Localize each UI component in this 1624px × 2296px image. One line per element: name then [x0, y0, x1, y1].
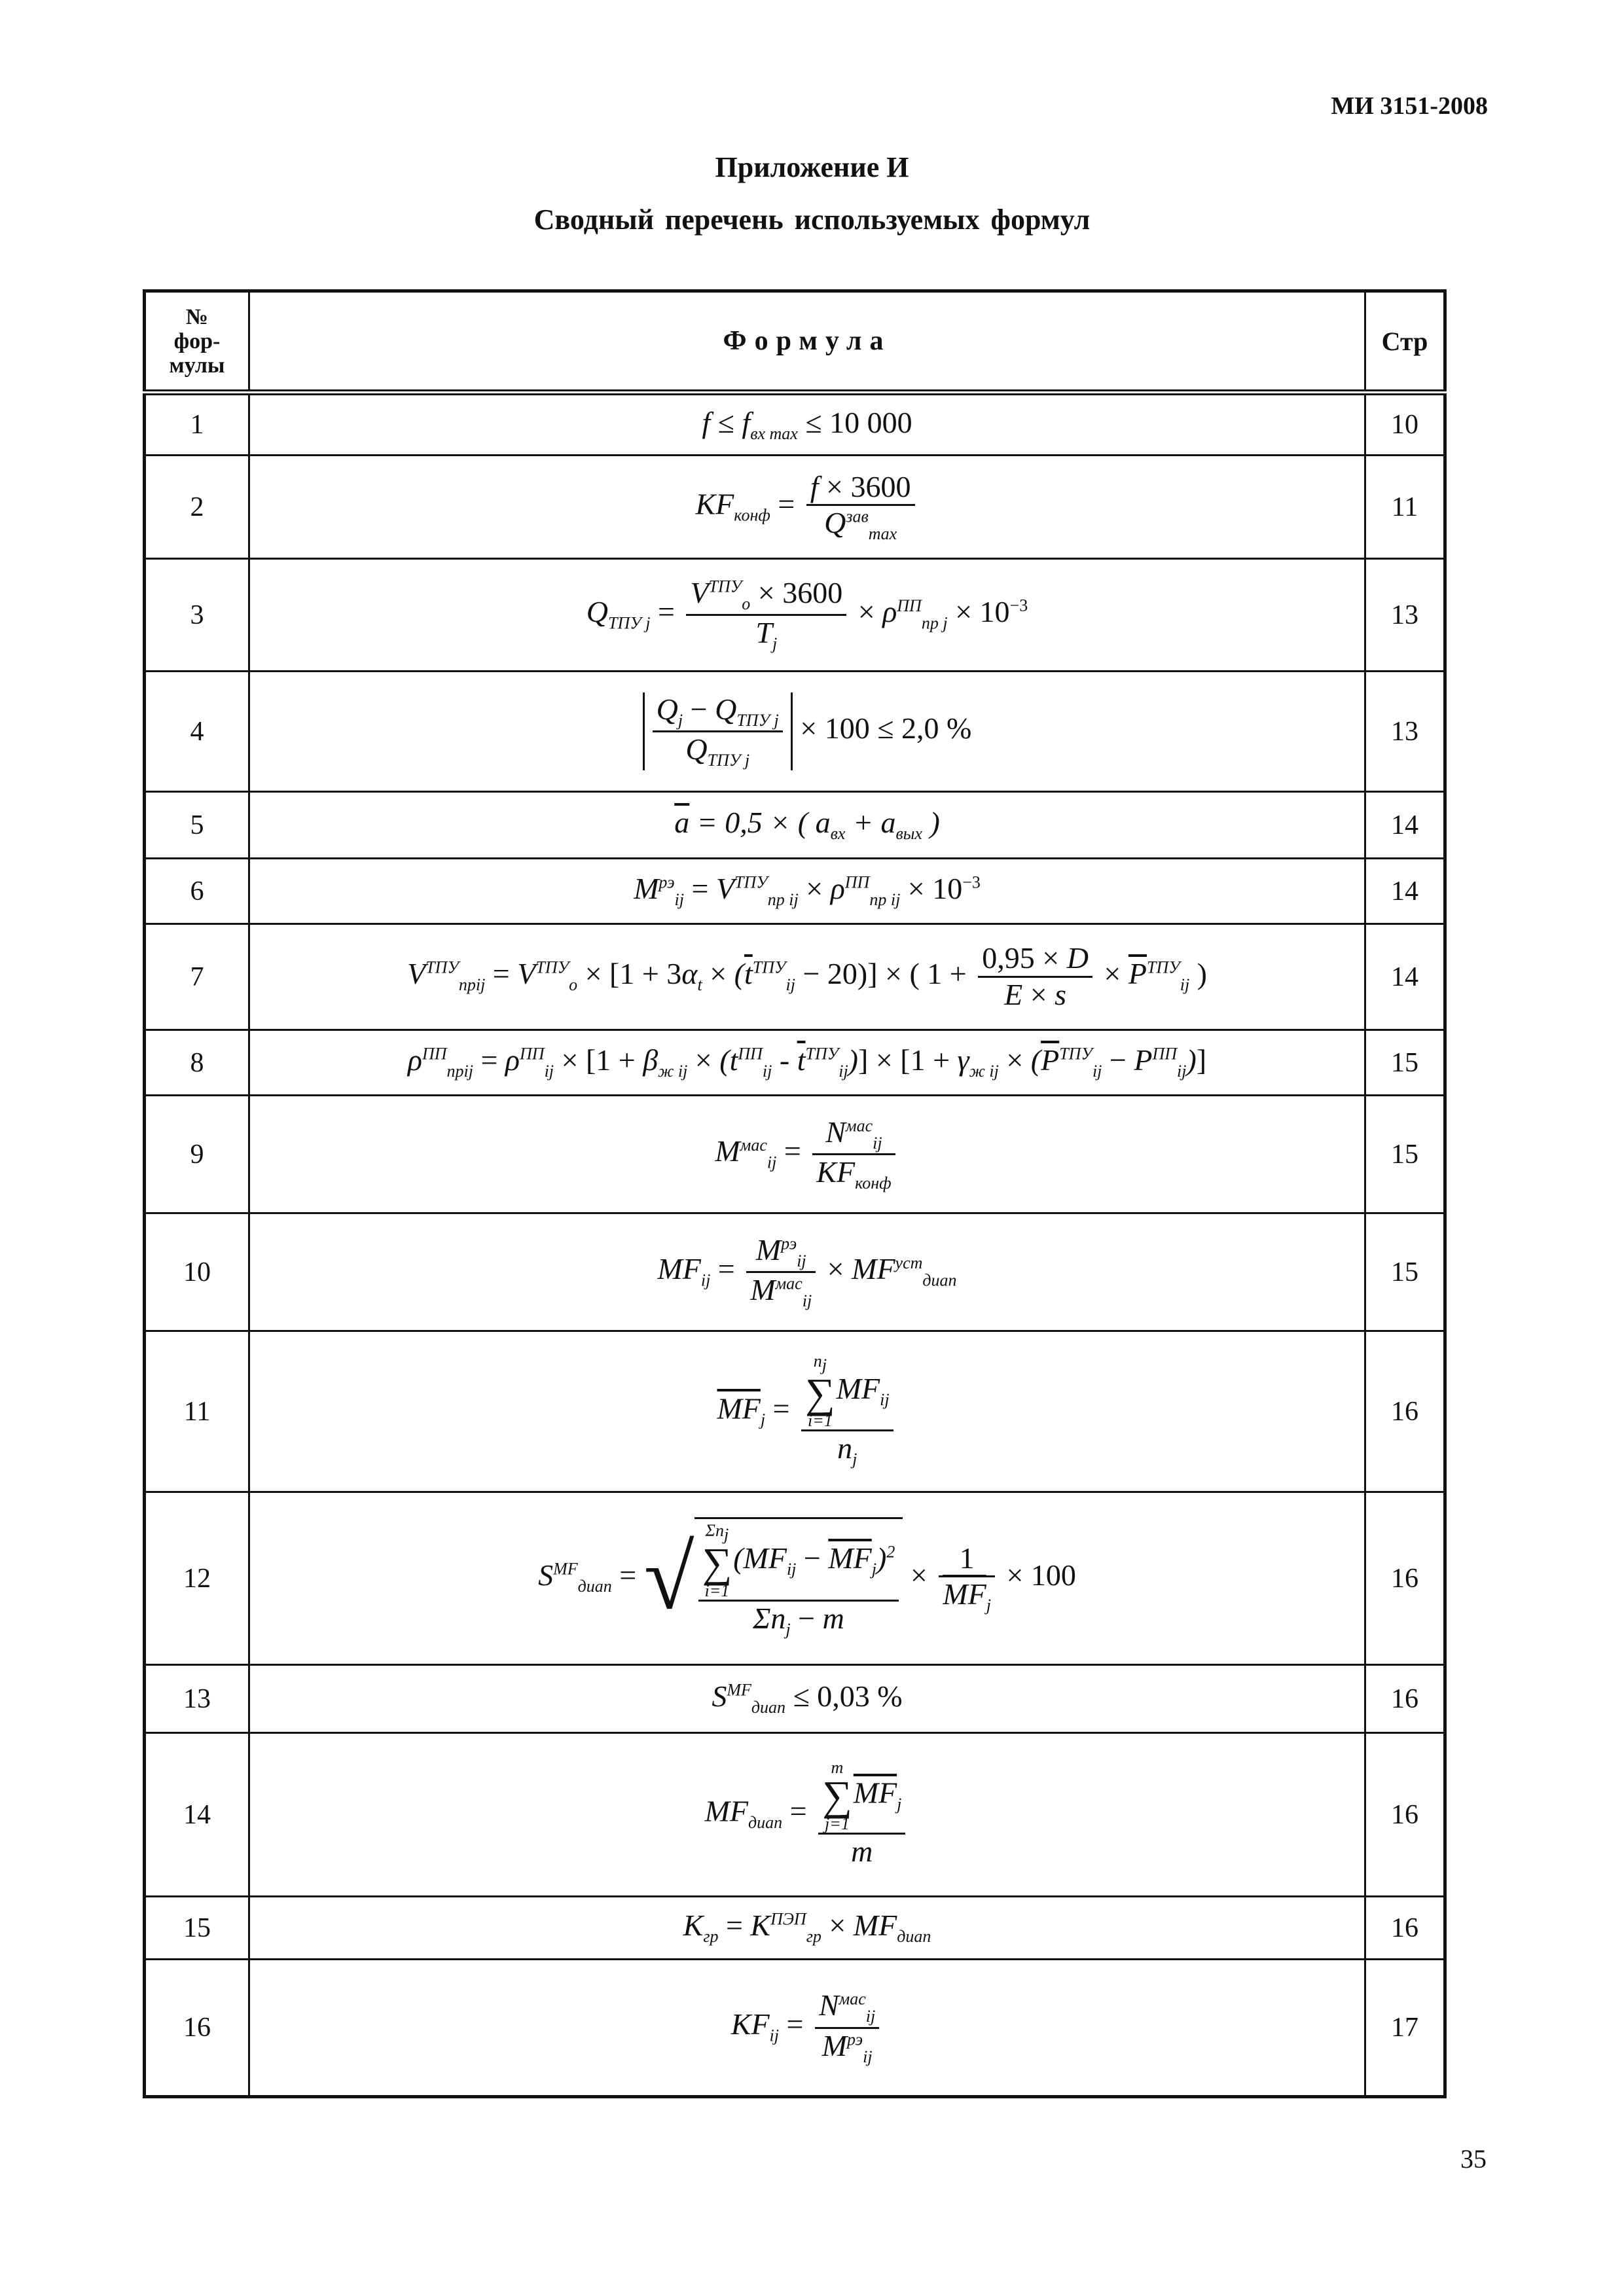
- table-row: [145, 1733, 1445, 1897]
- page-ref: 14: [1365, 859, 1445, 924]
- formula-8: $\rho^{ПП}_{прij} = \rho^{ПП}_{ij} \times [1 + \beta_{ж ij} \times (t^{ПП}_{ij} - \overline{t}^{ТПУ}_{ij})] \times [1 + \gamma_{ж ij} \times (\overline{P}^{ТПУ}_{ij} - P^{ПП}_{ij})]$: [407, 1043, 1207, 1081]
- table-row: [145, 1492, 1445, 1665]
- formula-number: 2: [145, 456, 249, 559]
- formula-6: $M^{рэ}_{ij} = V^{ТПУ}_{пр ij} \times \rho^{ПП}_{пр ij} \times 10^{-3}$: [634, 872, 981, 910]
- formula-cell: [249, 1492, 1365, 1665]
- formula-10: $MF_{ij}$ = $\frac{M^{рэ}_{ij}}{M^{мас}_{ij}}$ × $MF^{уст}_{диап}$: [657, 1232, 957, 1311]
- appendix-title: Приложение И: [715, 151, 909, 183]
- formula-cell: [249, 1331, 1365, 1492]
- formula-9: $M^{мас}_{ij}$ = $\frac{N^{мас}_{ij}}{KF_{конф}}$: [715, 1115, 899, 1193]
- table-row: [145, 1096, 1445, 1213]
- header-num-line1: №: [185, 304, 209, 329]
- page-ref: 15: [1365, 1030, 1445, 1096]
- formula-1: $f \le f_{вх max} \le 10$ 000: [702, 405, 912, 444]
- table-row: [145, 559, 1445, 672]
- formula-number: 12: [145, 1492, 249, 1665]
- page-ref: 13: [1365, 559, 1445, 672]
- formula-cell: [249, 792, 1365, 859]
- header-page: Стр: [1365, 291, 1445, 393]
- page-ref: 16: [1365, 1665, 1445, 1733]
- header-formula-number: [145, 291, 249, 393]
- formula-14: $MF_{диап}$ = m ∑ j=1 $\overline{MF}_j$ m: [705, 1760, 910, 1869]
- table-row: [145, 1960, 1445, 2097]
- formula-cell: [249, 559, 1365, 672]
- page-ref: 15: [1365, 1096, 1445, 1213]
- page-ref: 14: [1365, 792, 1445, 859]
- page-ref: 16: [1365, 1897, 1445, 1960]
- formula-5: $\overline{a} = 0,5$ × ( $a_{вх} + a_{вых}$ ): [674, 806, 940, 844]
- table-row: [145, 1030, 1445, 1096]
- header-num-line3: мулы: [169, 353, 225, 378]
- formula-number: 1: [145, 393, 249, 456]
- formula-number: 16: [145, 1960, 249, 2097]
- table-row: [145, 393, 1445, 456]
- formula-cell: [249, 1960, 1365, 2097]
- table-row: [145, 672, 1445, 792]
- formula-number: 4: [145, 672, 249, 792]
- formula-cell: [249, 924, 1365, 1030]
- formula-number: 5: [145, 792, 249, 859]
- page-ref: 17: [1365, 1960, 1445, 2097]
- formula-12: $S^{MF}_{диап}$ = √ $\Sigma n_j$ ∑ i=1 $(MF_{ij} - \overline{MF}_j)^2$ $\Sigma n_j - m$ × $\frac{1}{\overline{MF}_j}$ × 100: [538, 1517, 1076, 1639]
- page-ref: 10: [1365, 393, 1445, 456]
- formula-4: $\frac{Q_j - Q_{ТПУ j}}{Q_{ТПУ j}}$ × 100 ≤ 2,0 %: [643, 692, 972, 770]
- formula-3: $Q_{ТПУ j}$ = $\frac{V^{ТПУ}_o \times 3600}{T_j}$ × $\rho^{ПП}_{пр j} \times 10^{-3}$: [586, 575, 1028, 654]
- page-ref: 11: [1365, 456, 1445, 559]
- formula-cell: [249, 456, 1365, 559]
- formula-number: 8: [145, 1030, 249, 1096]
- formula-number: 14: [145, 1733, 249, 1897]
- formula-cell: [249, 859, 1365, 924]
- formula-number: 13: [145, 1665, 249, 1733]
- formula-cell: [249, 393, 1365, 456]
- page-ref: 16: [1365, 1492, 1445, 1665]
- formula-11: $\overline{MF}_j$ = $n_j$ ∑ i=1 $MF_{ij}$ $n_j$: [717, 1354, 897, 1469]
- formula-cell: [249, 1897, 1365, 1960]
- formula-number: 9: [145, 1096, 249, 1213]
- formula-number: 6: [145, 859, 249, 924]
- page-ref: 13: [1365, 672, 1445, 792]
- formula-cell: [249, 1733, 1365, 1897]
- table-row: [145, 456, 1445, 559]
- table-row: [145, 1897, 1445, 1960]
- formula-7: $V^{ТПУ}_{прij} = V^{ТПУ}_o \times [1 + 3\alpha_t \times (\overline{t}^{ТПУ}_{ij} - 20)]$ × ( 1 + $\frac{0,95 \times D}{E \times s}$ × $\overline{P}^{ТПУ}_{ij}$ ): [407, 941, 1207, 1011]
- page-number: 35: [1460, 2144, 1487, 2174]
- formula-16: $KF_{ij}$ = $\frac{N^{мас}_{ij}}{M^{рэ}_{ij}}$: [731, 1988, 883, 2066]
- appendix-subtitle: Сводный перечень используемых формул: [533, 204, 1091, 236]
- header-num-line2: фор-: [173, 329, 221, 353]
- formula-15: $K_{гр} = K^{ПЭП}_{гр} \times MF_{диап}$: [683, 1909, 931, 1946]
- table-row: [145, 924, 1445, 1030]
- table-row: [145, 1213, 1445, 1331]
- formula-cell: [249, 1030, 1365, 1096]
- header-formula: Формула: [249, 291, 1365, 393]
- formula-number: 11: [145, 1331, 249, 1492]
- page-ref: 16: [1365, 1331, 1445, 1492]
- formula-table: [143, 289, 1447, 2098]
- page-ref: 14: [1365, 924, 1445, 1030]
- formula-number: 15: [145, 1897, 249, 1960]
- page-ref: 16: [1365, 1733, 1445, 1897]
- formula-2: $KF_{конф}$ = $\frac{f \times 3600}{Q^{зав}_{max}}$: [696, 470, 919, 545]
- formula-number: 7: [145, 924, 249, 1030]
- formula-cell: [249, 1665, 1365, 1733]
- table-row: [145, 859, 1445, 924]
- table-row: [145, 1331, 1445, 1492]
- formula-number: 3: [145, 559, 249, 672]
- formula-13: $S^{MF}_{диап} \le 0,03$ %: [712, 1679, 903, 1717]
- formula-number: 10: [145, 1213, 249, 1331]
- formula-cell: [249, 1096, 1365, 1213]
- formula-cell: [249, 1213, 1365, 1331]
- document-code: МИ 3151-2008: [1331, 92, 1488, 120]
- page-ref: 15: [1365, 1213, 1445, 1331]
- table-row: [145, 1665, 1445, 1733]
- table-row: [145, 792, 1445, 859]
- table-header-row: [145, 291, 1445, 393]
- formula-cell: [249, 672, 1365, 792]
